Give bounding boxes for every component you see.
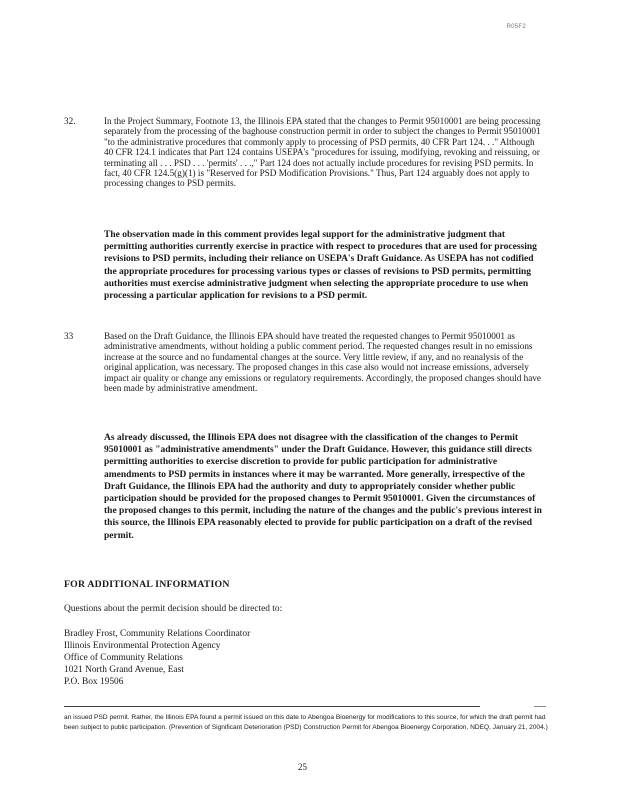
- response-32: The observation made in this comment provides legal support for the administrative judgment that permitting authorities currently exercise in practice with respect to procedures that are used for processing revisions to PSD permits, including their reliance on USEPA's Draft Guidance. As USEPA has not codified the appropriate procedures for processing various types or classes of revisions to PSD permits, permitting authorities must exercise administrative judgment when selecting the appropriate procedure to use when processing a particular application for revisions to a PSD permit.: [104, 230, 537, 302]
- address-line: 1021 North Grand Avenue, East: [64, 665, 184, 675]
- address-line: Illinois Environmental Protection Agency: [64, 641, 221, 651]
- comment-number: 32.: [64, 116, 76, 126]
- address-line: P.O. Box 19506: [64, 677, 124, 687]
- comment-text: In the Project Summary, Footnote 13, the Illinois EPA stated that the changes to Permit 95010001 are being processing separately from the processing of the baghouse construction permit in order to subject the changes to Permit 95010001 "to the administrative procedures that commonly apply to processing of PSD permits, 40 CFR Part 124. . ." Although 40 CFR 124.1 indicates that Part 124 contains USEPA's "procedures for issuing, modifying, revoking and reissuing, or terminating all . . . PSD . . . 'permits' . . .," Part 124 does not actually include procedures for revising PSD permits. In fact, 40 CFR 124.5(g)(1) is "Reserved for PSD Modification Provisions." Thus, Part 124 arguably does not apply to processing changes to PSD permits.: [104, 116, 541, 189]
- section-heading: FOR ADDITIONAL INFORMATION: [64, 579, 230, 590]
- address-line: Office of Community Relations: [64, 653, 183, 663]
- footnote-divider-tail: [534, 706, 546, 707]
- comment-text: Based on the Draft Guidance, the Illinois EPA should have treated the requested changes to Permit 95010001 as administrative amendments, without holding a public comment period. The requested changes result in no emissions increase at the source and no fundamental changes at the source. Very little review, if any, and no reanalysis of the original application, was necessary. The proposed changes in this case also would not increase emissions, adversely impact air quality or change any emissions or regulatory requirements. Accordingly, the proposed changes should have been made by administrative amendment.: [104, 331, 541, 394]
- response-33: As already discussed, the Illinois EPA does not disagree with the classification of the changes to Permit 95010001 as "administrative amendments" under the Draft Guidance. However, this guidance still directs permitting authorities to exercise discretion to provide for public participation for administrative amendments to PSD permits in instances where it may be warranted. More generally, irrespective of the Draft Guidance, the Illinois EPA had the authority and duty to appropriately consider whether public participation should be provided for the proposed changes to Permit 95010001. Given the circumstances of the proposed changes to this permit, including the nature of the changes and the public's previous interest in this source, the Illinois EPA reasonably elected to provide for public participation on a draft of the revised permit.: [104, 433, 542, 541]
- address-line: Bradley Frost, Community Relations Coordinator: [64, 629, 251, 639]
- footnote-text: an issued PSD permit. Rather, the Illinois EPA found a permit issued on this date to Abengoa Bioenergy for modifications to this source, for which the draft permit had been subject to public participation. (Prevention of Significant Deterioration (PSD) Construction Permit for Abengoa Bioenergy Corporation, NDEQ, January 21, 2004.): [64, 714, 548, 731]
- comment-number: 33: [64, 331, 74, 341]
- document-code: R05F2: [506, 24, 526, 30]
- page-number: 25: [298, 762, 307, 772]
- footnote-divider: [64, 706, 480, 707]
- contact-intro: Questions about the permit decision should be directed to:: [64, 604, 283, 614]
- contact-address: [64, 628, 250, 688]
